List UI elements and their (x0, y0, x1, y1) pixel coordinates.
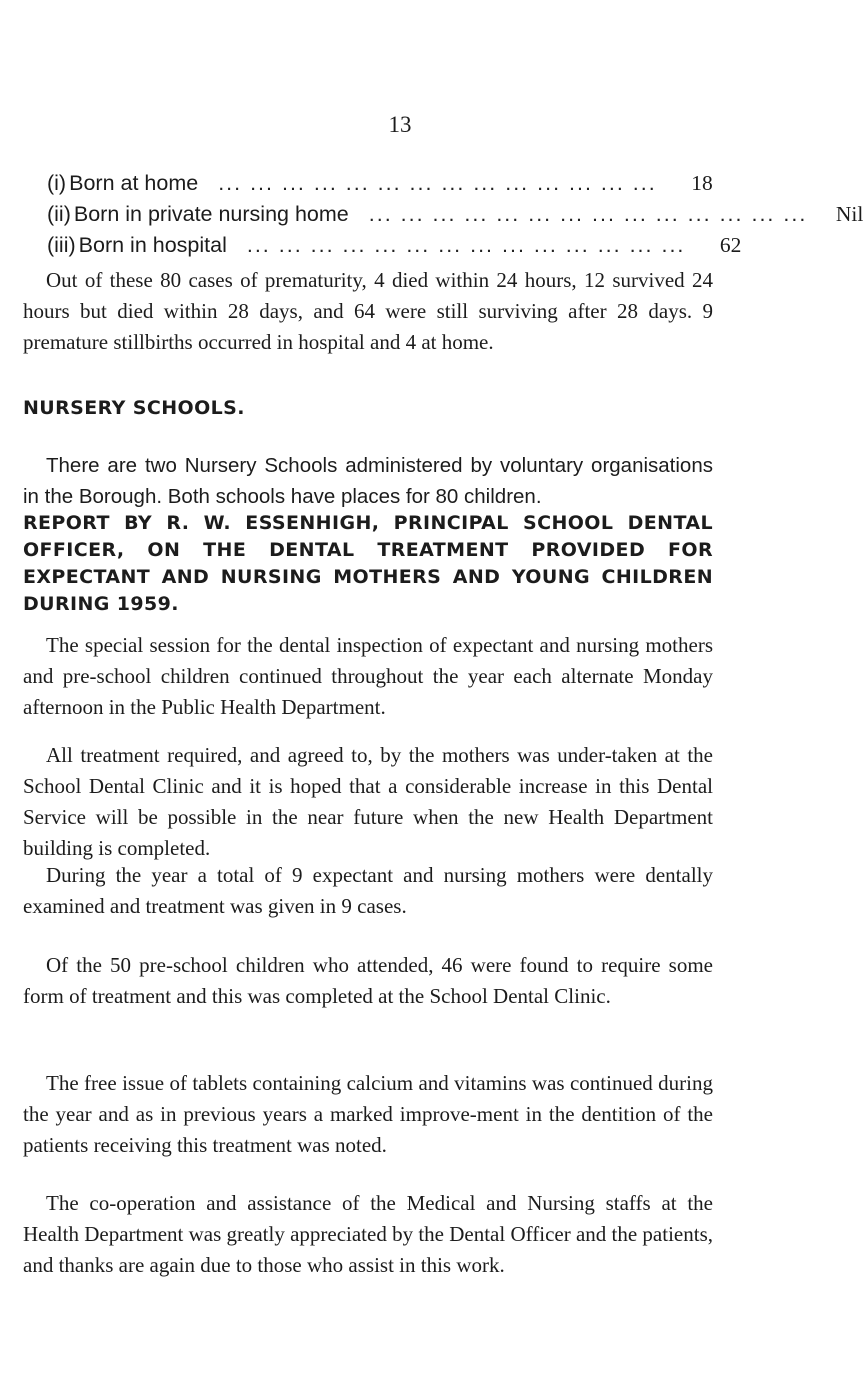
item-value: 62 (719, 233, 742, 257)
item-number: (iii) (47, 233, 76, 257)
nursery-schools-paragraph: There are two Nursery Schools administered by voluntary organisations in the Borough. Both schools have places for 80 children. (23, 454, 713, 508)
item-number: (i) (47, 171, 67, 195)
report-paragraph: The special session for the dental inspection of expectant and nursing mothers and pre-school children continued throughout the year each alternate Monday afternoon in the Public Health Department. (23, 633, 713, 719)
item-value: 18 (691, 171, 713, 195)
report-paragraph: The co-operation and assistance of the Medical and Nursing staffs at the Health Department was greatly appreciated by the Dental Officer and the patients, and thanks are again due to those who assist in this work. (23, 1191, 713, 1277)
report-paragraph: Of the 50 pre-school children who attended, 46 were found to require some form of treatment and this was completed at the School Dental Clinic. (23, 953, 713, 1008)
item-label: Born at home (69, 171, 199, 195)
prematurity-paragraph: Out of these 80 cases of prematurity, 4 died within 24 hours, 12 survived 24 hours but died within 28 days, and 64 were still surviving after 28 days. 9 premature stillbirths occurred in hospital and 4 at home. (23, 268, 713, 354)
item-value: Nil (835, 202, 863, 226)
list-item (47, 168, 712, 199)
nursery-schools-heading: NURSERY SCHOOLS. (23, 397, 245, 419)
list-item (47, 230, 742, 261)
page-number: 13 (388, 112, 412, 137)
list-item (47, 199, 863, 230)
leader-dots: ... ... ... ... ... ... ... ... ... ... ... ... ... ... (368, 202, 808, 226)
birth-location-list (47, 168, 863, 261)
leader-dots: ... ... ... ... ... ... ... ... ... ... ... ... ... ... (218, 171, 657, 195)
dental-report-heading: REPORT BY R. W. ESSENHIGH, PRINCIPAL SCHOOL DENTAL OFFICER, ON THE DENTAL TREATMENT PROVIDED FOR EXPECTANT AND NURSING MOTHERS AND YOUNG CHILDREN DURING 1959. (23, 512, 713, 615)
report-paragraph: The free issue of tablets containing calcium and vitamins was continued during the year and as in previous years a marked improve-ment in the dentition of the patients receiving this treatment was noted. (23, 1071, 713, 1157)
leader-dots: ... ... ... ... ... ... ... ... ... ... ... ... ... ... (246, 233, 686, 257)
item-number: (ii) (47, 202, 71, 226)
item-label: Born in private nursing home (73, 202, 349, 226)
report-paragraph: During the year a total of 9 expectant and nursing mothers were dentally examined and treatment was given in 9 cases. (23, 863, 713, 918)
report-paragraph: All treatment required, and agreed to, by the mothers was under-taken at the School Dental Clinic and it is hoped that a considerable increase in this Dental Service will be possible in the near future when the new Health Department building is completed. (23, 743, 713, 860)
item-label: Born in hospital (78, 233, 227, 257)
